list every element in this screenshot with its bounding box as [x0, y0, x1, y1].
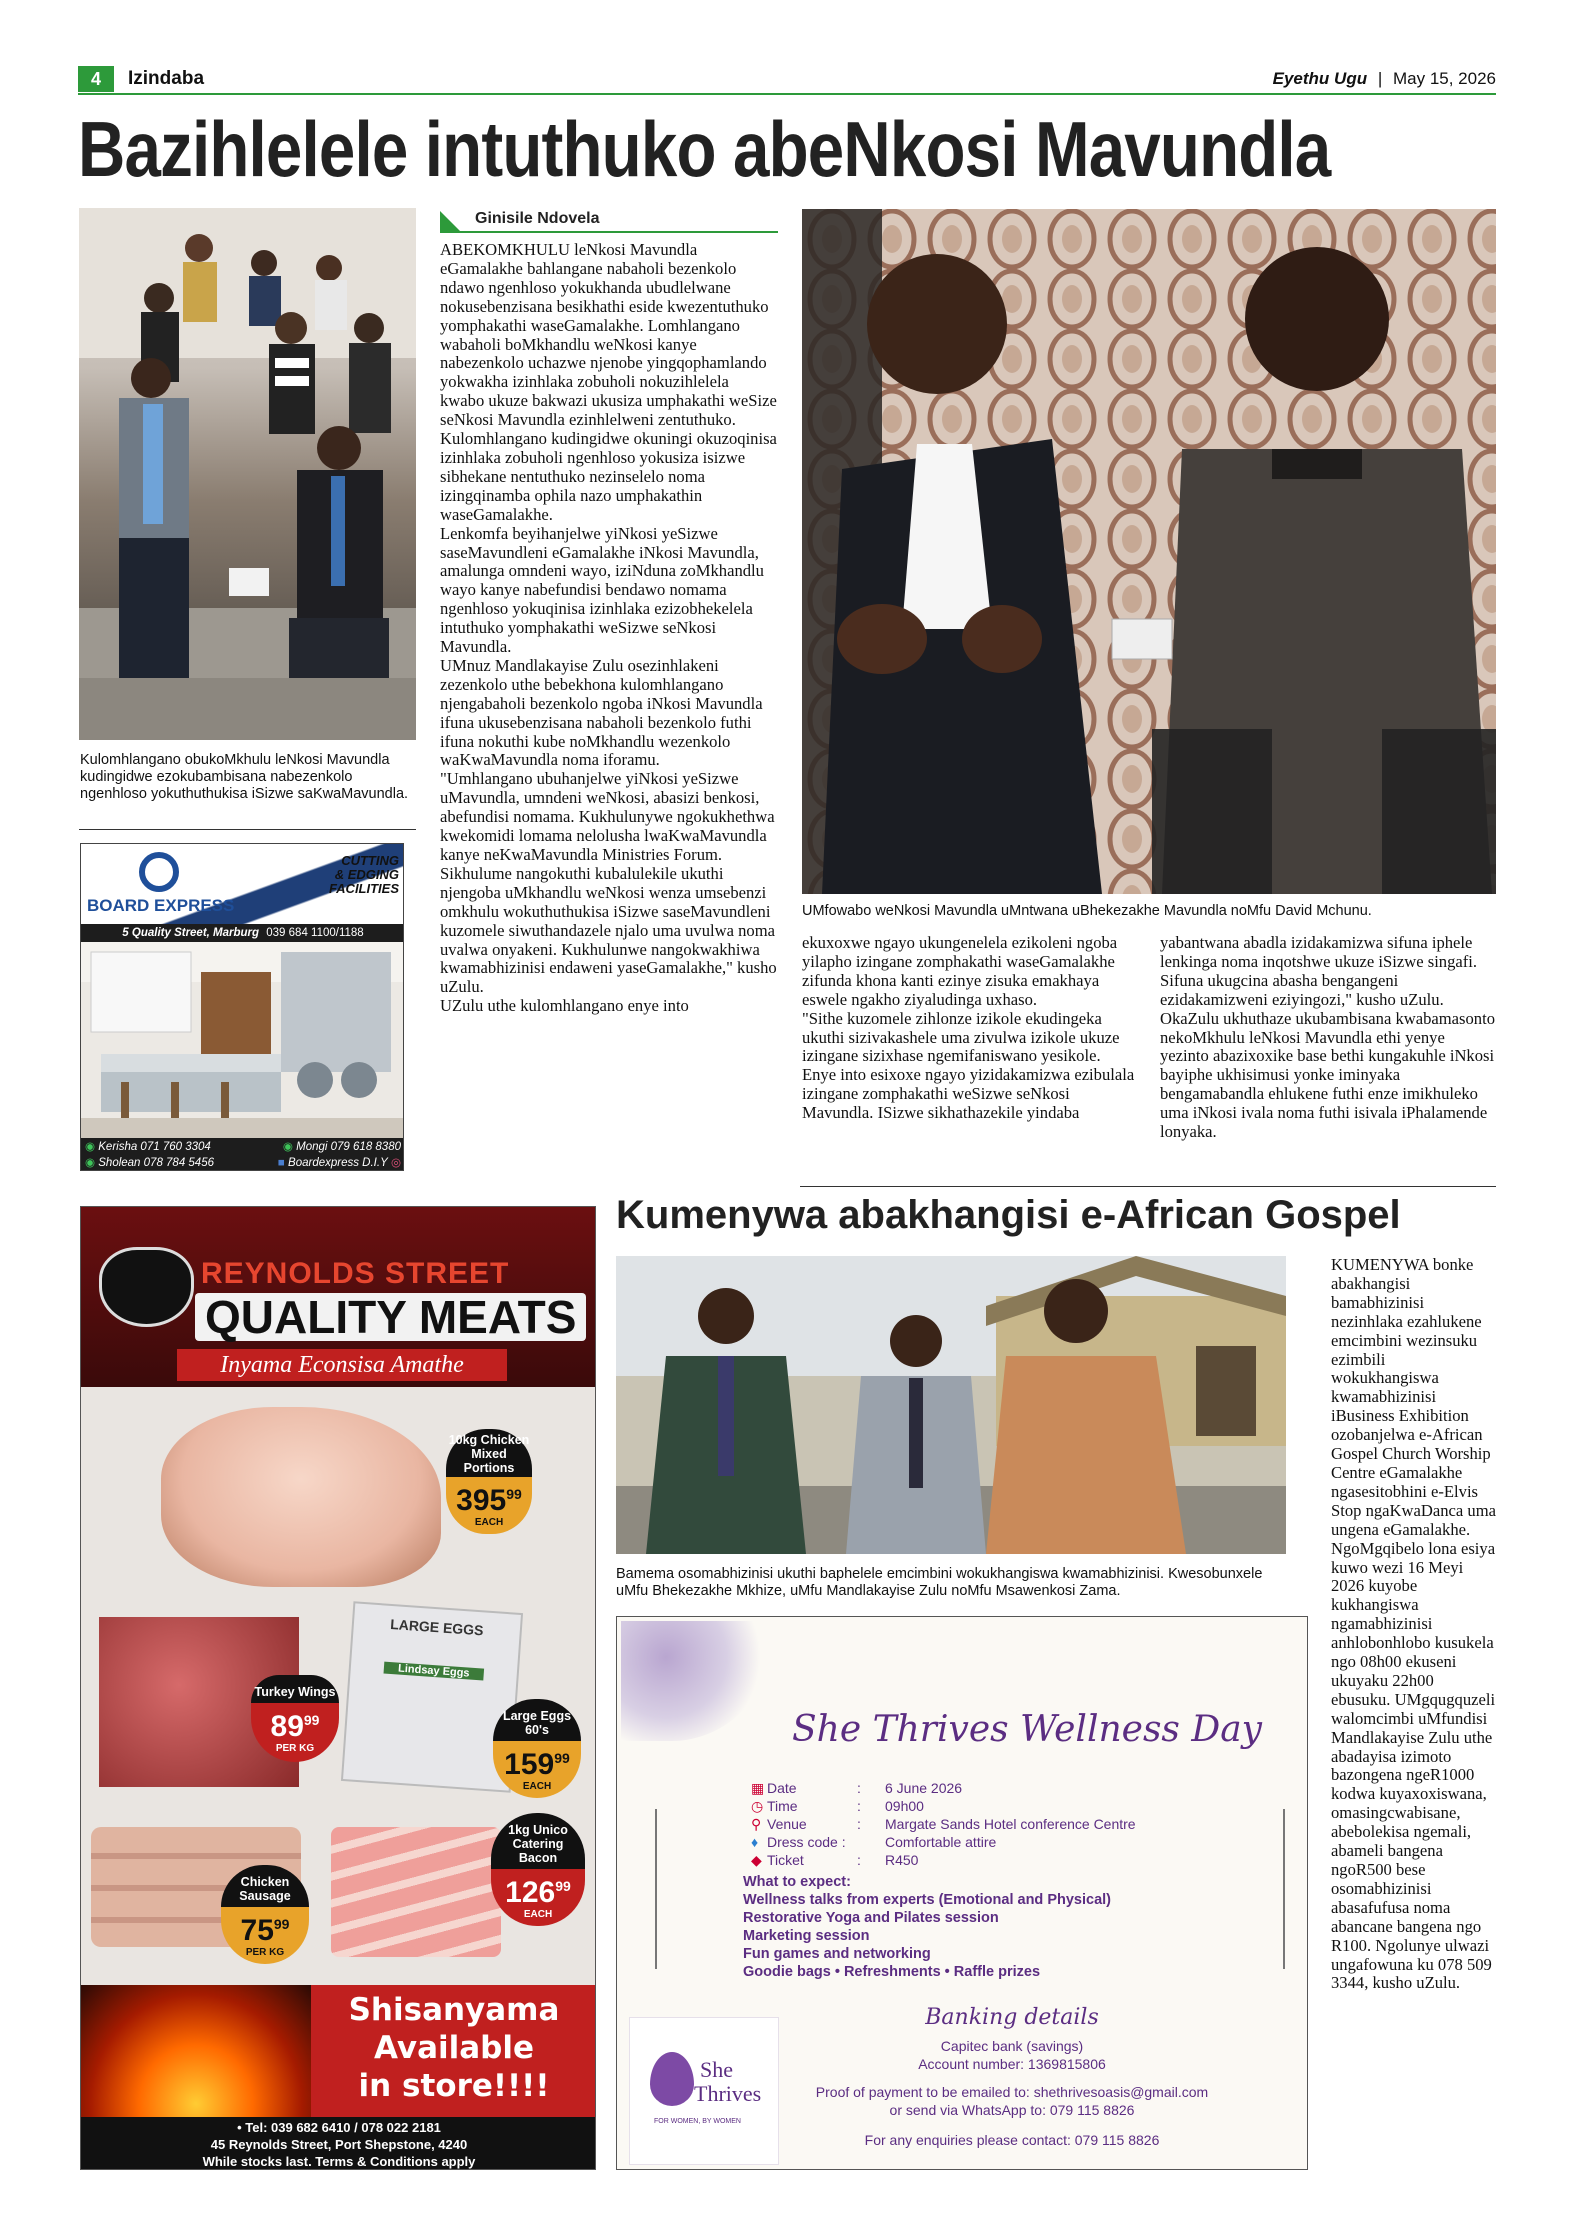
publication-name: Eyethu Ugu [1272, 69, 1368, 88]
left-column-rule [79, 829, 416, 830]
meats-phone[interactable]: • Tel: 039 682 6410 / 078 022 2181 [237, 2120, 441, 2135]
social-contact[interactable]: ■ Boardexpress D.I.Y ◎ [277, 1157, 401, 1169]
section-label: Izindaba [128, 68, 205, 89]
whatsapp-icon: ◉ [85, 1141, 96, 1153]
divider-right [1283, 1809, 1285, 1969]
wellness-title: She Thrives Wellness Day [791, 1709, 1263, 1750]
logo-thrives: Thrives [694, 2081, 762, 2106]
whatsapp-icon: ◉ [85, 1157, 96, 1169]
exhibition-photo-caption: Bamema osomabhizinisi ukuthi baphelele emcimbini wokukhangiswa kwamabhizinisi. Kwesobunxele uMfu Bhekezakhe Mkhize, uMfu Mandlakayise Zulu noMfu Msawenkosi Zama. [616, 1566, 1263, 1599]
mavundla-photo [802, 209, 1496, 894]
story1-paragraph: UMnuz Mandlakayise Zulu osezinhlakeni zezenkolo uthe bebekhona kulomhlangano njengabaholi bezenkolo ngoba iNkosi Mavundla ifuna ukusebenzisana nabaholi bezenkolo futhi ifuna nokuthi kube noMkhandlu wezenkolo waKwaMavundla noma iforamu. [440, 655, 763, 770]
enquiries[interactable]: For any enquiries please contact: 079 115 8826 [864, 2132, 1160, 2148]
price-label: Large Eggs 60's [493, 1699, 581, 1741]
price-badge [493, 1699, 581, 1807]
egg-tray-label: LARGE EGGS [389, 1615, 484, 1639]
story1-paragraph: Kulomhlangano kudingidwe okuningi okuzoqinisa izinhlaka zobuholi ngenhloso yokusiza isizwe sibhekane nentuthuko nezinselelo noma izingqinamba ophila nazo umphakathin waseGamalakhe. [440, 429, 777, 524]
issue-info [1273, 66, 1496, 92]
price-badge [221, 1865, 309, 1975]
tagline-line1: CUTTING [341, 853, 399, 868]
issue-date: May 15, 2026 [1392, 69, 1496, 88]
shisanyama-banner [311, 1985, 596, 2117]
calendar-icon: ▦ [751, 1780, 765, 1796]
meeting-photo-illustration [79, 208, 416, 740]
meats-header [81, 1207, 596, 1387]
board-phone: 039 684 1100/1188 [266, 927, 364, 939]
story1-paragraph: Lenkomfa beyihanjelwe yiNkosi yeSizwe saseMavundleni eGamalakhe iNkosi Mavundla, amalunga omndeni wayo, iziNduna zoMkhandlu wayo kanye nabefundisi bendawo nomama ngenhloso yokuqinisa izinhlaka ezizobhekelela intuthuko yomphakathi weSizwe seNkosi Mavundla. [440, 523, 764, 657]
banking-heading: Banking details [925, 2005, 1099, 2030]
whatsapp-contact-kerisha[interactable]: ◉ Kerisha 071 760 3304 [85, 1141, 211, 1153]
meats-address: 45 Reynolds Street, Port Shepstone, 4240 [210, 2137, 468, 2152]
shisanyama-line1: Shisanyama [348, 1992, 560, 2028]
board-contacts [81, 1138, 404, 1171]
dress-icon: ♦ [751, 1834, 759, 1850]
header-rule [78, 93, 1496, 95]
whatsapp-contact-mongi[interactable]: ◉ Mongi 079 618 8380 [282, 1141, 401, 1153]
detail-row: ⚲ Venue : Margate Sands Hotel conference Centre [751, 1816, 1136, 1832]
story2-text: KUMENYWA bonke abakhangisi bamabhizinisi nezinhlaka ezahlukene emcimbini wezinsuku ezimbili wokukhangiswa kwamabhizinisi iBusiness Exhibition ozobanjelwa e-African Gospel Church Worship Centre eGamalakhe ngasesitobhini e-Elvis Stop ngaKwaDanca uma ungena eGamalakhe. NgoMgqibelo lona esiya kuwo wezi 16 Meyi 2026 kuyobe kukhangiswa ngamabhizinisi anhlobonhlobo kusukela ngo 08h00 ekuseni ukuyaku 22h00 ebusuku. UMgqugquzeli walomcimbi uMfundisi Mandlakayise Zulu uthe abadayisa izimoto bazongena ngeR1000 kodwa kuyaxoxiswana, omasingcwabisane, abebolekisa ngemali, abameli bangena ngoR500 bese osomabhizinisi abasafufusa noma abancane bangena ngo R100. Ngolunye ulwazi ungafowuna ku 078 509 3344, kusho uZulu. [1331, 1256, 1496, 1993]
story1-paragraph: OkaZulu ukhuthaze ukubambisana kwabamasonto nekoMkhulu leNkosi Mavundla ethi yenye yezinto abazixoxike base bethi kungakuhle iNkosi bayiphe ukhisimusi yonke iminyaka bengamabandla ehlukene futhi enze imikhuleko uma iNkosi ivala noma futhi isivala iPhalamende lonyaka. [1160, 1008, 1496, 1142]
story1-column-3 [1160, 934, 1496, 1174]
proof-whatsapp[interactable]: or send via WhatsApp to: 079 115 8826 [889, 2102, 1135, 2118]
detail-row: ▦ Date : 6 June 2026 [751, 1780, 963, 1796]
detail-row: ◆ Ticket : R450 [751, 1852, 919, 1868]
byline: Ginisile Ndovela [475, 210, 600, 227]
bull-icon [99, 1247, 194, 1327]
pin-icon: ⚲ [751, 1816, 762, 1832]
story2-headline: Kumenywa abakhangisi e-African Gospel [616, 1193, 1401, 1237]
what-to-expect [743, 1873, 1283, 1981]
mavundla-photo-illustration [802, 209, 1496, 894]
expect-item: Goodie bags • Refreshments • Raffle prizes [743, 1964, 1041, 1980]
page-number-badge: 4 [78, 66, 114, 92]
event-details [751, 1779, 1271, 1869]
story1-paragraph: "Umhlangano ubuhanjelwe yiNkosi yeSizwe uMavundla, umndeni weNkosi, abasizi benkosi, abefundisi nomama. Kukhulunywe ngokukhethwa kwekomidi lomama nelolusha lwaKwaMavundla kanye neKwaMavundla Ministries Forum. Sikhulume nangokuthi kubalulekile ukuthi njengoba uMkhandlu weNkosi wenza umsebenzi omkhulu wokuthuthukisa iSizwe saseMavundleni kuzomele siwuthandazele njalo uma uvulwa noma uvalwa onyakeni. Kukhulunwe nangokwakhiwa kwamabhizinisi endaweni yaseGamalakhe," kusho uZulu. [440, 769, 777, 997]
bacon-image [331, 1827, 501, 1957]
detail-row: ♦ Dress code : Comfortable attire [751, 1834, 997, 1850]
separator: | [1377, 69, 1383, 88]
quality-meats-ad[interactable] [80, 1206, 596, 2170]
instagram-icon: ◎ [390, 1157, 401, 1169]
gear-icon [139, 852, 179, 892]
byline-marker [440, 211, 460, 231]
price-value: $159^{99}$ EACH [493, 1741, 581, 1798]
story1-paragraph: UZulu uthe kulomhlangano enye into [440, 996, 689, 1016]
story1-headline: Bazihlelele intuthuko abeNkosi Mavundla [78, 105, 1331, 193]
price-label: 10kg Chicken Mixed Portions [446, 1429, 532, 1477]
price-label: Chicken Sausage [221, 1865, 309, 1907]
price-value: $75^{99}$ PER KG [221, 1907, 309, 1964]
price-badge [491, 1813, 585, 1929]
price-value: $126^{99}$ EACH [491, 1869, 585, 1926]
tagline-line2: & EDGING [334, 867, 399, 882]
story1-column-2 [802, 934, 1138, 1174]
exhibition-photo [616, 1256, 1286, 1554]
grill-image [81, 1985, 311, 2117]
ticket-icon: ◆ [751, 1852, 762, 1868]
logo-tagline: FOR WOMEN, BY WOMEN [654, 2118, 741, 2125]
price-value: $395^{99}$ EACH [446, 1477, 532, 1534]
bank-name: Capitec bank (savings) [940, 2038, 1084, 2054]
board-express-brand: BOARD EXPRESS [87, 896, 235, 915]
meeting-photo-caption: Kulomhlangano obukoMkhulu leNkosi Mavundla kudingidwe ezokubambisana nabezenkolo ngenhloso yokuthuthukisa iSizwe saKwaMavundla. [80, 752, 409, 802]
price-badge [446, 1429, 532, 1529]
board-tagline [329, 854, 399, 896]
story1-paragraph: "Sithe kuzomele zihlonze izikole ekudingeka ukuthi sizivakashele uma zivulwa izikole ukuze izingane sizixhase ngemifaniswano yesikole. Enye into esixoxe ngayo yizidakamizwa ezibulala izingane zomphakathi weSizwe seNkosi Mavundla. ISizwe sikhathazekile yindaba [802, 1008, 1135, 1123]
logo-she: She [700, 2057, 733, 2082]
price-label: 1kg Unico Catering Bacon [491, 1813, 585, 1869]
clock-icon: ◷ [751, 1798, 764, 1814]
story1-paragraph: ekuxoxwe ngayo ukungenelela ezikoleni ngoba yilapho izingane zomphakathi waseGamalakhe zifunda khona kanti ezinye zisuka emakhaya eswele ngakho ziyaludinga uxhaso. [802, 934, 1118, 1009]
contacts-row2 [85, 1155, 401, 1171]
meeting-photo [79, 208, 416, 740]
exhibition-photo-illustration [616, 1256, 1286, 1554]
mavundla-photo-caption: UMfowabo weNkosi Mavundla uMntwana uBhekezakhe Mavundla noMfu David Mchunu. [802, 903, 1372, 919]
board-address: 5 Quality Street, Marburg [122, 927, 260, 939]
shisanyama-line3: in store!!!! [358, 2068, 550, 2104]
meats-brand-line2: QUALITY MEATS [195, 1293, 586, 1341]
meats-contact-bar [81, 2117, 596, 2170]
facebook-icon: ■ [277, 1157, 285, 1169]
expect-item: Marketing session [743, 1928, 870, 1944]
whatsapp-icon: ◉ [282, 1141, 293, 1153]
story1-paragraph: ABEKOMKHULU leNkosi Mavundla eGamalakhe bahlangane nabaholi bezenkolo ndawo ngenhloso yokukhanda ubudlelwane nokusebenzisana besikhathi eside kwezentuthuko yomphakathi waseGamalakhe. Lomhlangano wabaholi boMkhandlu weNkosi kanye nabezenkolo uchazwe njenobe yingqophamlando yokwakha izinhlaka zobuholi nokuzihlelela kwabo ukuze bakwazi ukusiza umphakathi weSize seNkosi Mavundla ezinhlelweni zentuthuko. [440, 241, 777, 430]
price-value: $89^{99}$ PER KG [251, 1703, 339, 1762]
proof-email[interactable]: Proof of payment to be emailed to: shethrivesoasis@gmail.com [815, 2084, 1209, 2100]
lotus-icon [650, 2052, 694, 2106]
board-express-ad[interactable] [80, 843, 404, 1171]
expect-heading: What to expect: [743, 1874, 851, 1890]
floral-decoration [621, 1621, 771, 1741]
banking-details [777, 2037, 1247, 2149]
price-label: Turkey Wings [251, 1675, 339, 1703]
story1-column-1 [440, 241, 777, 1176]
meats-brand-line1: REYNOLDS STREET [201, 1257, 510, 1290]
kitchen-photo [81, 942, 404, 1138]
she-thrives-ad[interactable] [616, 1616, 1308, 2170]
board-logo-area [81, 844, 404, 924]
expect-item: Wellness talks from experts (Emotional and Physical) [743, 1892, 1111, 1908]
she-thrives-logo [629, 2017, 779, 2165]
contacts-row1 [85, 1139, 401, 1155]
detail-row: ◷ Time : 09h00 [751, 1798, 924, 1814]
shisanyama-line2: Available [373, 2030, 535, 2066]
expect-item: Fun games and networking [743, 1946, 931, 1962]
byline-bar [440, 209, 778, 233]
egg-brand: Lindsay Eggs [384, 1662, 485, 1681]
story-separator [800, 1186, 1496, 1187]
board-address-bar [81, 924, 404, 942]
expect-item: Restorative Yoga and Pilates session [743, 1910, 999, 1926]
divider-left [655, 1809, 657, 1969]
price-badge [251, 1675, 339, 1785]
meats-slogan: Inyama Econsisa Amathe [177, 1349, 507, 1381]
chicken-portions-image [161, 1407, 441, 1587]
meats-terms: While stocks last. Terms & Conditions apply [202, 2154, 476, 2169]
story1-paragraph: yabantwana abadla izidakamizwa sifuna iphele lenkinga noma inqotshwe ukuze iSizwe singafi. Sifuna ukugcina abasha bengangeni ezidakamizweni eziyingozi," kusho uZulu. [1160, 934, 1478, 1009]
whatsapp-contact-sholean[interactable]: ◉ Sholean 078 784 5456 [85, 1157, 214, 1169]
bank-account: Account number: 1369815806 [918, 2056, 1106, 2072]
tagline-line3: FACILITIES [328, 881, 399, 896]
